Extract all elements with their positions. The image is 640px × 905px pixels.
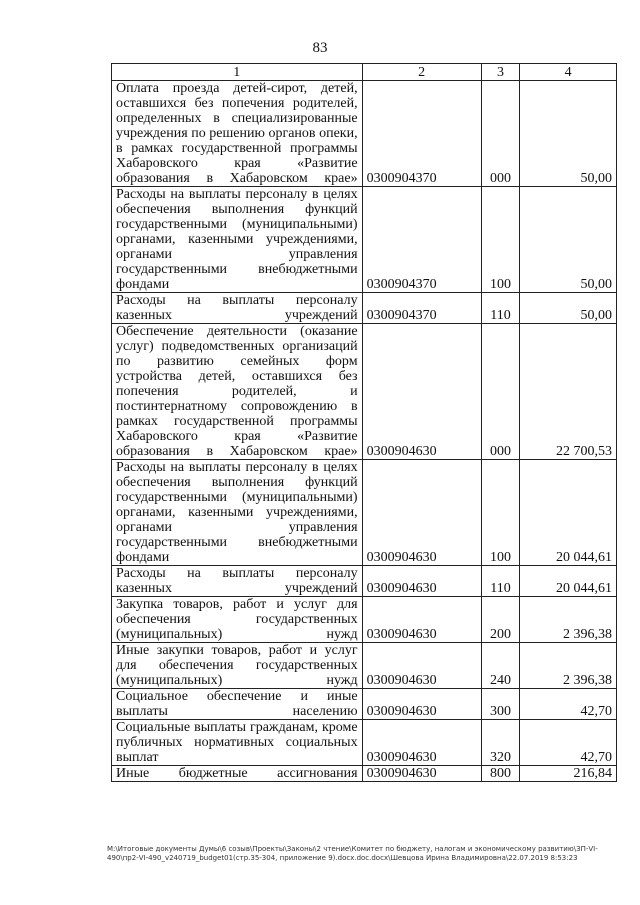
row-name: Расходы на выплаты персоналу казенных учреждений (112, 293, 363, 324)
row-name: Оплата проезда детей-сирот, детей, оставшихся без попечения родителей, определенных в специализированные учреждения по решению органов опеки, в рамках государственной программы Хабаровского края «Развитие образования в Хабаровском крае» (112, 81, 363, 187)
column-header-4: 4 (520, 64, 617, 81)
row-sum: 2 396,38 (520, 643, 617, 689)
row-target-code: 0300904630 (362, 460, 481, 566)
row-sum: 50,00 (520, 293, 617, 324)
page-number: 83 (312, 40, 328, 56)
row-expense-type: 000 (481, 81, 520, 187)
row-name: Расходы на выплаты персоналу в целях обеспечения выполнения функций государственными (муниципальными) органами, казенными учреждениями, органами управления государственными внебюджетными фондами (112, 460, 363, 566)
row-sum: 2 396,38 (520, 597, 617, 643)
row-name: Расходы на выплаты персоналу казенных учреждений (112, 566, 363, 597)
row-expense-type: 800 (481, 766, 520, 782)
row-target-code: 0300904630 (362, 689, 481, 720)
table-row (112, 643, 617, 689)
row-sum: 42,70 (520, 689, 617, 720)
row-sum: 20 044,61 (520, 460, 617, 566)
row-target-code: 0300904630 (362, 766, 481, 782)
table-row (112, 720, 617, 766)
row-target-code: 0300904370 (362, 81, 481, 187)
row-sum: 50,00 (520, 81, 617, 187)
row-name: Закупка товаров, работ и услуг для обеспечения государственных (муниципальных) нужд (112, 597, 363, 643)
row-name: Социальные выплаты гражданам, кроме публичных нормативных социальных выплат (112, 720, 363, 766)
table-row (112, 689, 617, 720)
row-name: Иные закупки товаров, работ и услуг для обеспечения государственных (муниципальных) нужд (112, 643, 363, 689)
row-name: Социальное обеспечение и иные выплаты населению (112, 689, 363, 720)
row-expense-type: 100 (481, 460, 520, 566)
row-name: Обеспечение деятельности (оказание услуг) подведомственных организаций по развитию семейных форм устройства детей, оставшихся без попечения родителей, и постинтернатному сопровождению в рамках государственной программы Хабаровского края «Развитие образования в Хабаровском крае» (112, 324, 363, 460)
table-row (112, 566, 617, 597)
row-name: Иные бюджетные ассигнования (112, 766, 363, 782)
row-sum: 22 700,53 (520, 324, 617, 460)
column-header-1: 1 (112, 64, 363, 81)
row-name: Расходы на выплаты персоналу в целях обеспечения выполнения функций государственными (муниципальными) органами, казенными учреждениями, органами управления государственными внебюджетными фондами (112, 187, 363, 293)
row-target-code: 0300904630 (362, 566, 481, 597)
table-row (112, 460, 617, 566)
row-sum: 216,84 (520, 766, 617, 782)
row-expense-type: 240 (481, 643, 520, 689)
table-row (112, 597, 617, 643)
table-header-row (112, 64, 617, 81)
row-expense-type: 300 (481, 689, 520, 720)
row-sum: 20 044,61 (520, 566, 617, 597)
table-row (112, 766, 617, 782)
table-row (112, 324, 617, 460)
row-target-code: 0300904630 (362, 597, 481, 643)
row-target-code: 0300904370 (362, 293, 481, 324)
budget-table (111, 63, 617, 782)
row-sum: 42,70 (520, 720, 617, 766)
row-expense-type: 000 (481, 324, 520, 460)
row-sum: 50,00 (520, 187, 617, 293)
row-expense-type: 110 (481, 293, 520, 324)
column-header-3: 3 (481, 64, 520, 81)
table-row (112, 187, 617, 293)
row-target-code: 0300904630 (362, 324, 481, 460)
row-target-code: 0300904370 (362, 187, 481, 293)
table-row (112, 293, 617, 324)
file-path-footer: М:\Итоговые документы Думы\6 созыв\Проекты\Законы\2 чтение\Комитет по бюджету, налогам и экономическому развитию\ЗП-VI-490\пр2-VI-490_v240719_budget01(стр.35-304, приложение 9).docx.doc.docx\Шевцова Ирина Владимировна\22.07.2019 8:53:23 (107, 845, 598, 862)
column-header-2: 2 (362, 64, 481, 81)
row-expense-type: 200 (481, 597, 520, 643)
row-expense-type: 320 (481, 720, 520, 766)
row-target-code: 0300904630 (362, 643, 481, 689)
row-target-code: 0300904630 (362, 720, 481, 766)
row-expense-type: 110 (481, 566, 520, 597)
row-expense-type: 100 (481, 187, 520, 293)
table-row (112, 81, 617, 187)
